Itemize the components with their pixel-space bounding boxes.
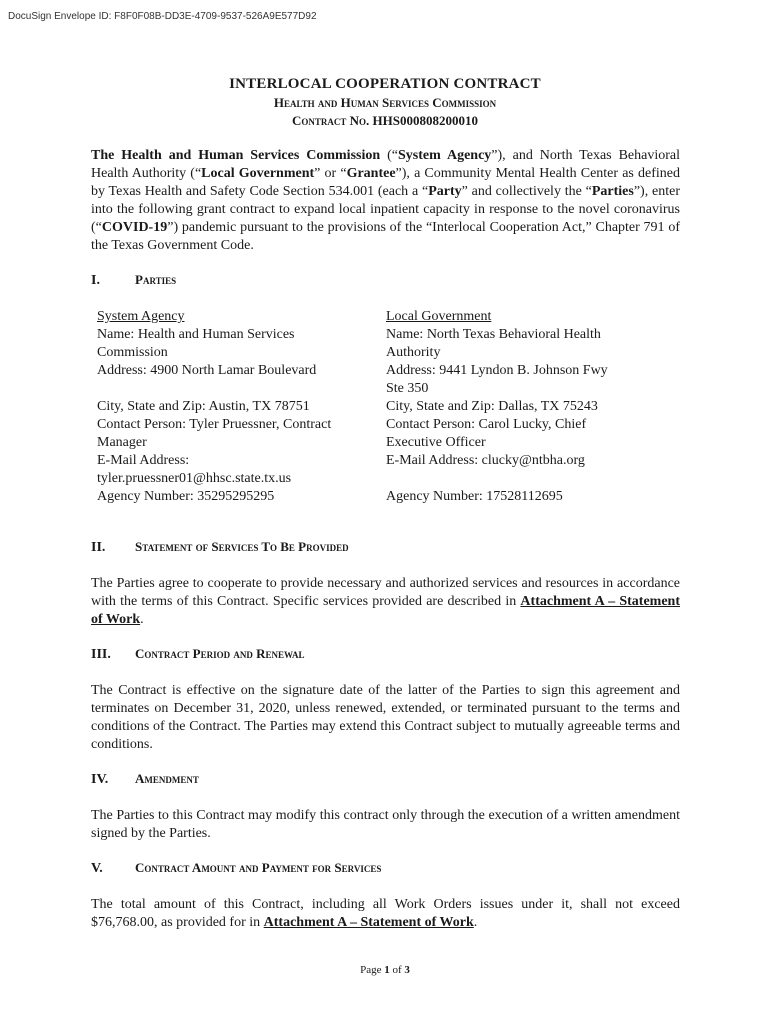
page-number: Page 1 of 3 — [360, 964, 410, 976]
local-government-heading: Local Government — [386, 309, 492, 324]
system-agency-heading: System Agency — [97, 309, 185, 324]
contract-number: Contract No. HHS000808200010 — [292, 113, 478, 128]
contract-amount-paragraph: The total amount of this Contract, including all Work Orders issues under it, shall not exceed $76,768.00, as provided for in Attachment A – Statement of Work. — [91, 897, 680, 930]
intro-paragraph: The Health and Human Services Commission (“System Agency”), and North Texas Behavioral Health Authority (“Local Government” or “Grantee”), a Community Mental Health Center as defined by Texas Health and Safety Code Section 534.001 (each a “Party” and collectively the “Parties”), enter into the following grant contract to expand local inpatient capacity in response to the novel coronavirus (“COVID-19”) pandemic pursuant to the provisions of the “Interlocal Cooperation Act,” Chapter 791 of the Texas Government Code. — [91, 148, 681, 253]
system-agency-block: System Agency Name: Health and Human Services Commission Address: 4900 North Lamar Boulevard City, State and Zip: Austin, TX 78751 Contact Person: Tyler Pruessner, Contract Manager E-Mail Address: tyler.pruessner01@hhsc.state.tx.us Agency Number: 35295295295 — [97, 308, 367, 506]
contract-title: INTERLOCAL COOPERATION CONTRACT — [229, 76, 541, 92]
local-government-block: Local Government Name: North Texas Behavioral Health Authority Address: 9441 Lyndon B. Johnson Fwy Ste 350 City, State and Zip: Dallas, TX 75243 Contact Person: Carol Lucky, Chief Executive Officer E-Mail Address: clucky@ntbha.org Agency Number: 17528112695 — [386, 308, 642, 506]
contract-period-paragraph: The Contract is effective on the signature date of the latter of the Parties to sign this agreement and terminates on December 31, 2020, unless renewed, extended, or terminated pursuant to the terms and conditions of the Contract. The Parties may extend this Contract subject to mutually agreeable terms and conditions. — [91, 683, 680, 752]
section-heading-contract-period: III. Contract Period and Renewal — [91, 646, 305, 662]
docusign-envelope-id: DocuSign Envelope ID: F8F0F08B-DD3E-4709-9537-526A9E577D92 — [8, 11, 317, 22]
attachment-a-reference: Attachment A – Statement of Work — [263, 915, 474, 930]
attachment-a-reference: Attachment A – Statement of Work — [91, 594, 680, 627]
contract-agency: Health and Human Services Commission — [273, 95, 497, 110]
section-heading-contract-amount: V. Contract Amount and Payment for Services — [91, 860, 382, 876]
section-heading-parties: I. Parties — [91, 272, 177, 288]
amendment-paragraph: The Parties to this Contract may modify this contract only through the execution of a written amendment signed by the Parties. — [91, 808, 680, 841]
section-heading-statement-of-services: II. Statement of Services To Be Provided — [91, 539, 349, 555]
section-heading-amendment: IV. Amendment — [91, 771, 199, 787]
statement-of-services-paragraph: The Parties agree to cooperate to provide necessary and authorized services and resources in accordance with the terms of this Contract. Specific services provided are described in Attachment A – Statement of Work. — [91, 576, 680, 627]
